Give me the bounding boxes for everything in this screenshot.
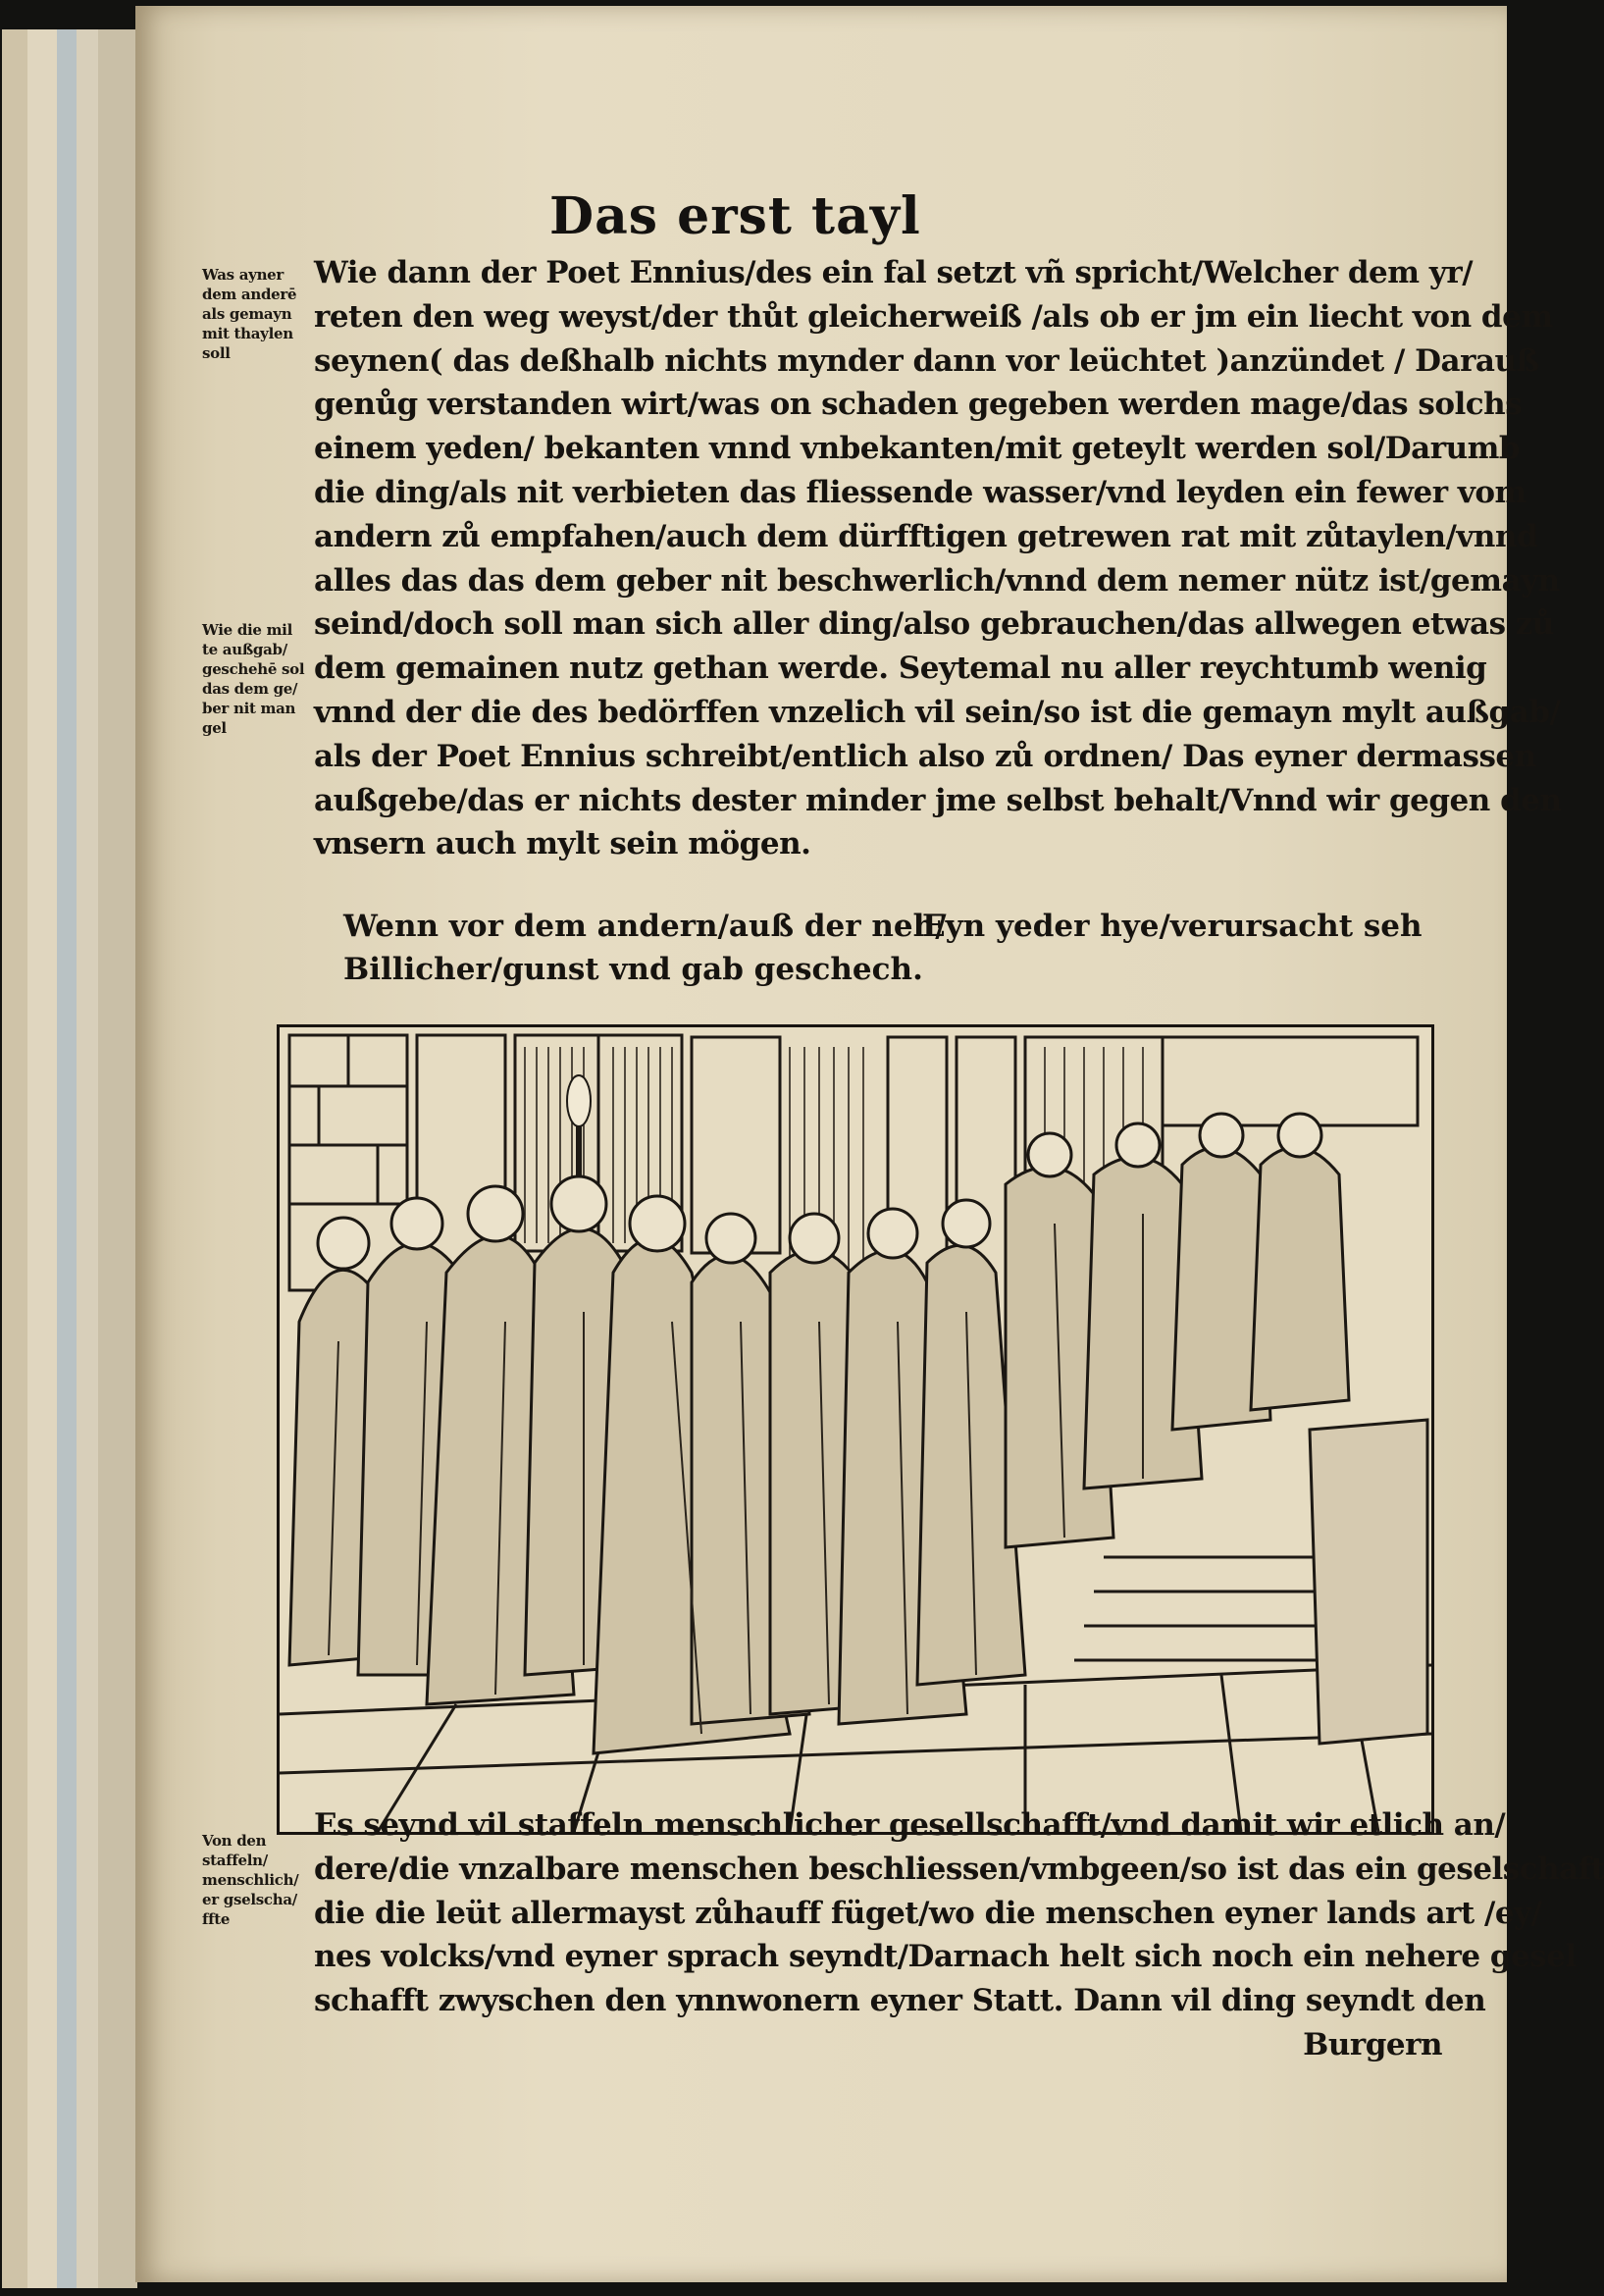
- margin-note-line: geschehē sol: [202, 660, 305, 678]
- text-line: die die leüt allermayst zůhauff füget/wo die menschen eyner lands art /ey/: [314, 1895, 1542, 1931]
- woodcut-illustration: [277, 1024, 1434, 1835]
- margin-note-line: als gemayn: [202, 305, 292, 323]
- running-head: Das erst tayl: [549, 186, 921, 246]
- text-line: alles das das dem geber nit beschwerlich/vnnd dem nemer nütz ist/gemayn: [314, 562, 1560, 599]
- text-line: die ding/als nit verbieten das fliessende wasser/vnd leyden ein fewer vom: [314, 474, 1526, 510]
- text-line: einem yeden/ bekanten vnnd vnbekanten/mit geteylt werden sol/Darumb: [314, 431, 1521, 467]
- margin-note-line: Von den: [202, 1832, 267, 1850]
- margin-note: [202, 1831, 315, 1929]
- margin-note-line: dem anderē: [202, 286, 297, 303]
- text-line: schafft zwyschen den ynnwonern eyner Statt. Dann vil ding seyndt den: [314, 1983, 1486, 2019]
- text-line: vnnd der die des bedörffen vnzelich vil sein/so ist die gemayn mylt außgab/: [314, 694, 1561, 730]
- text-line: dem gemainen nutz gethan werde. Seytemal nu aller reychtumb wenig: [314, 651, 1487, 687]
- text-line: seind/doch soll man sich aller ding/also gebrauchen/das allwegen etwas zů: [314, 606, 1554, 643]
- text-line: genůg verstanden wirt/was on schaden gegeben werden mage/das solchs: [314, 387, 1523, 423]
- verse-line: Eyn yeder hye/verursacht seh: [922, 909, 1423, 944]
- verse-right: [922, 905, 1423, 948]
- catchword: Burgern: [1303, 2026, 1442, 2062]
- margin-note-line: staffeln/: [202, 1852, 268, 1869]
- margin-note-line: das dem ge/: [202, 680, 298, 698]
- page-edge-stack: [98, 29, 137, 2288]
- margin-note-line: Wie die mil: [202, 621, 292, 639]
- body-paragraph: [314, 251, 1562, 866]
- text-line: reten den weg weyst/der thůt gleicherweiß /als ob er jm ein liecht von dem: [314, 298, 1553, 335]
- margin-note-line: gel: [202, 719, 227, 737]
- text-line: dere/die vnzalbare menschen beschliessen/vmbgeen/so ist das ein geselschaft: [314, 1851, 1604, 1887]
- verse-line: Wenn vor dem andern/auß der neh/: [343, 909, 947, 944]
- margin-note-line: Was ayner: [202, 266, 285, 284]
- margin-note-line: te außgab/: [202, 641, 287, 658]
- margin-note-line: mit thaylen: [202, 325, 293, 342]
- margin-note-line: ffte: [202, 1910, 231, 1928]
- verse-line: Billicher/gunst vnd gab geschech.: [343, 952, 923, 987]
- text-line: Wie dann der Poet Ennius/des ein fal setzt vñ spricht/Welcher dem yr/: [314, 255, 1474, 290]
- text-line: seynen( das deßhalb nichts mynder dann vor leüchtet )anzündet / Darauß: [314, 342, 1539, 379]
- margin-note-line: er gselscha/: [202, 1891, 297, 1908]
- margin-note-line: ber nit man: [202, 700, 296, 717]
- margin-note-line: soll: [202, 344, 231, 362]
- margin-note: [202, 620, 315, 738]
- margin-note: [202, 265, 315, 363]
- verse-left: [343, 905, 947, 991]
- text-line: Es seynd vil staffeln menschlicher gesellschafft/vnd damit wir etlich an/: [314, 1807, 1506, 1843]
- text-line: als der Poet Ennius schreibt/entlich also zů ordnen/ Das eyner dermassen: [314, 738, 1536, 774]
- body-paragraph: [314, 1803, 1604, 2067]
- woodcut-drawing: [280, 1027, 1431, 1832]
- text-line: vnsern auch mylt sein mögen.: [314, 826, 811, 862]
- margin-note-line: menschlich/: [202, 1871, 299, 1889]
- text-line: andern zů empfahen/auch dem dürfftigen getrewen rat mit zůtaylen/vnnd: [314, 518, 1538, 554]
- text-line: nes volcks/vnd eyner sprach seyndt/Darnach helt sich noch ein nehere gesel: [314, 1939, 1577, 1975]
- text-line: außgebe/das er nichts dester minder jme selbst behalt/Vnnd wir gegen den: [314, 782, 1562, 818]
